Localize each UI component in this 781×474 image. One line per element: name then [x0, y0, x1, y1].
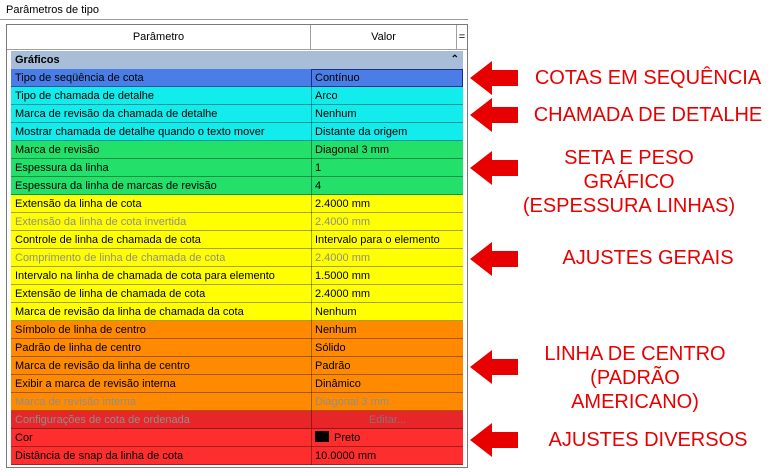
- annotation-cotas-em-sequencia: COTAS EM SEQUÊNCIA: [534, 67, 762, 89]
- parameter-name: Controle de linha de chamada de cota: [15, 234, 201, 246]
- annotation-arrow-icon: [468, 96, 520, 134]
- parameter-row[interactable]: [11, 69, 463, 87]
- grid-header: [7, 25, 467, 50]
- parameter-value[interactable]: Sólido: [311, 339, 463, 357]
- parameter-row[interactable]: [11, 123, 463, 141]
- parameter-row[interactable]: [11, 447, 463, 465]
- edit-button[interactable]: Editar...: [311, 411, 463, 429]
- type-parameters-grid: [6, 24, 468, 468]
- annotation-seta-e-peso-grafico: SETA E PESO GRÁFICO (ESPESSURA LINHAS): [522, 147, 736, 217]
- parameter-row[interactable]: [11, 429, 463, 447]
- parameter-name: Extensão de linha de chamada de cota: [15, 288, 206, 300]
- parameter-row[interactable]: [11, 393, 463, 411]
- title-divider: [0, 19, 468, 20]
- color-swatch: [315, 431, 329, 442]
- parameter-name: Cor: [15, 432, 33, 444]
- parameter-name: Tipo de seqüência de cota: [15, 72, 144, 84]
- parameter-name: Tipo de chamada de detalhe: [15, 90, 155, 102]
- annotation-arrow-icon: [468, 240, 520, 278]
- parameter-value[interactable]: 2.4000 mm: [311, 249, 463, 267]
- parameter-value[interactable]: 2.4000 mm: [311, 285, 463, 303]
- parameter-value[interactable]: Nenhum: [311, 321, 463, 339]
- parameter-value[interactable]: 4: [311, 177, 463, 195]
- parameter-row[interactable]: [11, 87, 463, 105]
- parameter-row[interactable]: [11, 321, 463, 339]
- parameter-name: Marca de revisão: [15, 144, 100, 156]
- parameter-name: Mostrar chamada de detalhe quando o texto mover: [15, 126, 265, 138]
- parameter-row[interactable]: [11, 231, 463, 249]
- parameter-name: Marca de revisão interna: [15, 396, 137, 408]
- annotation-arrow-icon: [468, 421, 520, 459]
- parameter-value[interactable]: Nenhum: [311, 105, 463, 123]
- parameter-name: Espessura da linha: [15, 162, 109, 174]
- annotation-ajustes-gerais: AJUSTES GERAIS: [562, 247, 734, 269]
- collapse-chevron-icon[interactable]: ⌃: [450, 54, 459, 65]
- parameter-row[interactable]: [11, 105, 463, 123]
- parameter-row[interactable]: [11, 357, 463, 375]
- parameter-name: Extensão da linha de cota: [15, 198, 142, 210]
- parameter-name: Marca de revisão da chamada de detalhe: [15, 108, 218, 120]
- group-label: Gráficos: [15, 54, 60, 66]
- parameter-name: Intervalo na linha de chamada de cota para elemento: [15, 270, 275, 282]
- parameter-value[interactable]: Dinâmico: [311, 375, 463, 393]
- parameter-row[interactable]: [11, 267, 463, 285]
- parameter-row[interactable]: [11, 213, 463, 231]
- parameter-value[interactable]: Diagonal 3 mm: [311, 141, 463, 159]
- parameter-row[interactable]: [11, 375, 463, 393]
- annotation-ajustes-diversos: AJUSTES DIVERSOS: [548, 429, 748, 451]
- parameter-value[interactable]: Arco: [311, 87, 463, 105]
- parameter-name: Distância de snap da linha de cota: [15, 450, 184, 462]
- parameter-value[interactable]: Intervalo para o elemento: [311, 231, 463, 249]
- annotation-arrow-icon: [468, 59, 520, 97]
- parameter-row[interactable]: [11, 411, 463, 429]
- annotation-arrow-icon: [468, 149, 520, 187]
- parameter-row[interactable]: [11, 339, 463, 357]
- parameter-value[interactable]: 1: [311, 159, 463, 177]
- column-header-value[interactable]: Valor: [311, 25, 457, 49]
- parameter-row[interactable]: [11, 249, 463, 267]
- annotation-chamada-de-detalhe: CHAMADA DE DETALHE: [533, 104, 763, 126]
- parameter-value[interactable]: 1.5000 mm: [311, 267, 463, 285]
- parameter-value[interactable]: Contínuo: [311, 69, 463, 87]
- parameter-value[interactable]: Nenhum: [311, 303, 463, 321]
- annotation-arrow-icon: [468, 348, 520, 386]
- parameter-name: Marca de revisão da linha de centro: [15, 360, 190, 372]
- parameter-name: Padrão de linha de centro: [15, 342, 141, 354]
- color-name: Preto: [334, 432, 361, 444]
- parameter-name: Extensão da linha de cota invertida: [15, 216, 187, 228]
- parameter-row[interactable]: [11, 177, 463, 195]
- parameter-name: Comprimento de linha de chamada de cota: [15, 252, 226, 264]
- parameter-value[interactable]: Padrão: [311, 357, 463, 375]
- parameter-row[interactable]: [11, 195, 463, 213]
- parameter-value[interactable]: 10.0000 mm: [311, 447, 463, 465]
- parameter-value[interactable]: 2.4000 mm: [311, 213, 463, 231]
- parameter-row[interactable]: [11, 141, 463, 159]
- parameter-name: Espessura da linha de marcas de revisão: [15, 180, 217, 192]
- parameter-row[interactable]: [11, 303, 463, 321]
- annotation-linha-de-centro: LINHA DE CENTRO (PADRÃO AMERICANO): [544, 343, 726, 413]
- column-header-equals[interactable]: =: [458, 31, 466, 43]
- parameter-value[interactable]: [311, 429, 463, 447]
- window-title: Parâmetros de tipo: [6, 4, 99, 16]
- parameter-value[interactable]: 2.4000 mm: [311, 195, 463, 213]
- parameter-value[interactable]: Distante da origem: [311, 123, 463, 141]
- group-header-graphics[interactable]: [11, 51, 463, 69]
- column-header-parameter[interactable]: Parâmetro: [7, 25, 311, 49]
- parameter-name: Símbolo de linha de centro: [15, 324, 146, 336]
- parameter-name: Marca de revisão da linha de chamada da cota: [15, 306, 244, 318]
- parameter-row[interactable]: [11, 159, 463, 177]
- parameter-value[interactable]: Diagonal 3 mm: [311, 393, 463, 411]
- parameter-name: Exibir a marca de revisão interna: [15, 378, 176, 390]
- parameter-name: Configurações de cota de ordenada: [15, 414, 190, 426]
- parameter-row[interactable]: [11, 285, 463, 303]
